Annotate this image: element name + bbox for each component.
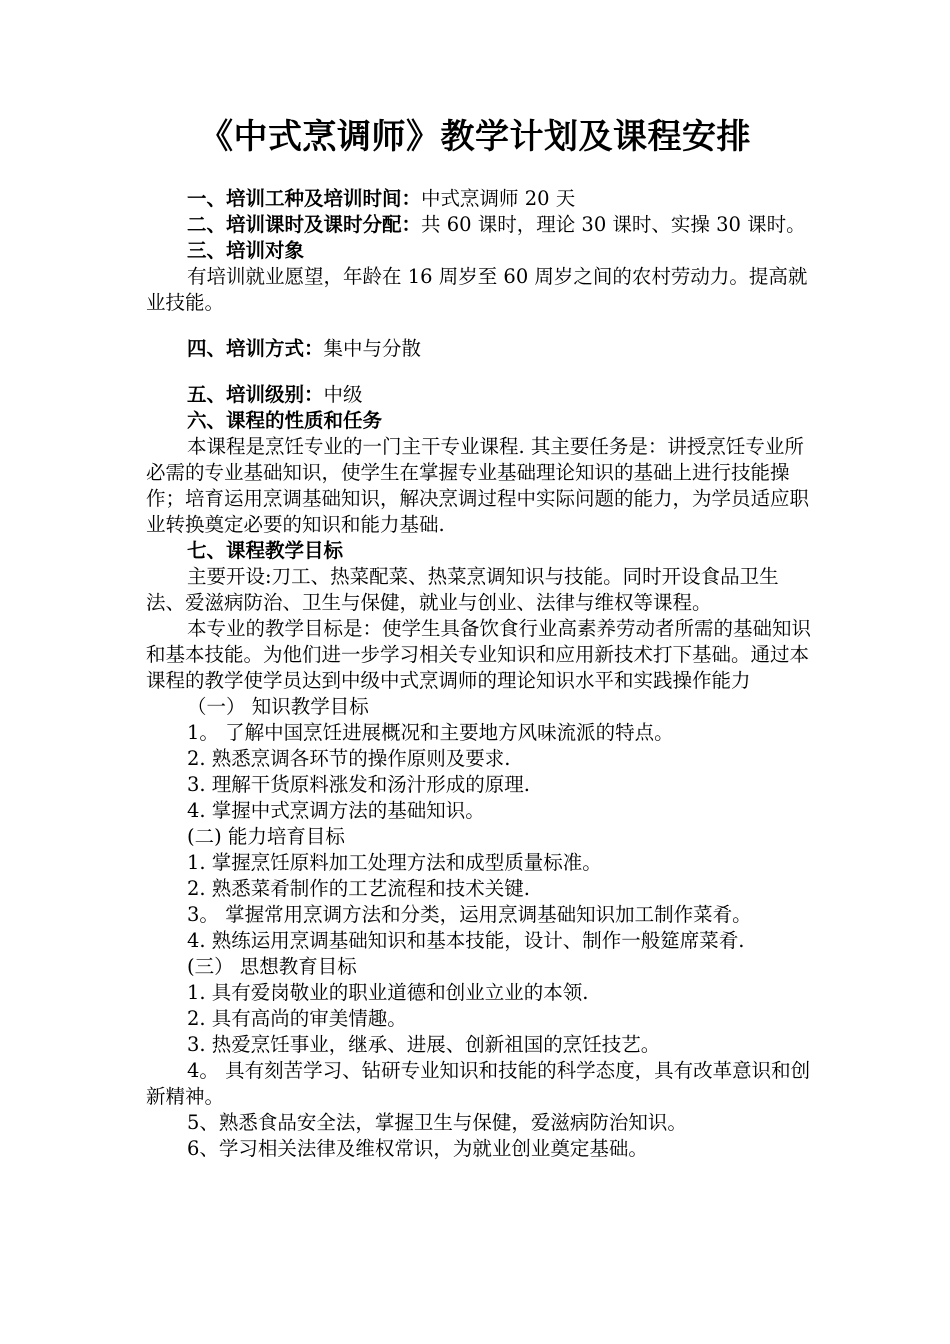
list-item: 2. 熟悉烹调各环节的操作原则及要求. <box>187 747 511 770</box>
list-item: 1. 具有爱岗敬业的职业道德和创业立业的本领. <box>187 981 589 1004</box>
list-item: 6、学习相关法律及维权常识，为就业创业奠定基础。 <box>187 1137 648 1160</box>
list-item: 5、熟悉食品安全法，掌握卫生与保健，爱滋病防治知识。 <box>187 1111 687 1134</box>
list-item: 2. 具有高尚的审美情趣。 <box>187 1007 407 1030</box>
section-heading: 一、培训工种及培训时间： <box>187 187 422 210</box>
section-heading: 六、课程的性质和任务 <box>187 409 383 432</box>
section-text: 主要开设:刀工、热菜配菜、热菜烹调知识与技能。同时开设食品卫生法、爱滋病防治、卫生与保健，就业与创业、法律与维权等课程。 <box>146 565 779 614</box>
section-text: 中级 <box>323 383 363 406</box>
section-text: 有培训就业愿望，年龄在 16 周岁至 60 周岁之间的农村劳动力。提高就业技能。 <box>146 265 808 314</box>
list-item: 4。 具有刻苦学习、钻研专业知识和技能的科学态度，具有改革意识和创新精神。 <box>146 1059 811 1108</box>
section-heading: 七、课程教学目标 <box>187 539 344 562</box>
section-text: 集中与分散 <box>323 337 422 360</box>
section-heading: 四、培训方式： <box>187 337 324 360</box>
list-item: 1. 掌握烹饪原料加工处理方法和成型质量标准。 <box>187 851 602 874</box>
list-item: 4. 掌握中式烹调方法的基础知识。 <box>187 799 485 822</box>
document-title: 《中式烹调师》教学计划及课程安排 <box>199 117 751 157</box>
section-text: 中式烹调师 20 天 <box>421 187 576 210</box>
subsection-heading: (三） 思想教育目标 <box>187 955 357 978</box>
list-item: 1。 了解中国烹饪进展概况和主要地方风味流派的特点。 <box>187 721 674 744</box>
section-text: 本课程是烹饪专业的一门主干专业课程. 其主要任务是：讲授烹饪专业所必需的专业基础知识，使学生在掌握专业基础理论知识的基础上进行技能操作；培育运用烹调基础知识，解决烹调过程中实际问题的能力，为学员适应职业转换奠定必要的知识和能力基础. <box>146 435 810 536</box>
section-heading: 三、培训对象 <box>187 239 305 262</box>
section-training-level <box>146 382 816 408</box>
list-item: 3. 理解干货原料涨发和汤汁形成的原理. <box>187 773 531 796</box>
list-item: 4. 熟练运用烹调基础知识和基本技能，设计、制作一般筵席菜肴. <box>187 929 745 952</box>
list-item: 2. 熟悉菜肴制作的工艺流程和技术关键. <box>187 877 531 900</box>
subsection-heading: (二) 能力培育目标 <box>187 825 345 848</box>
list-item: 3. 热爱烹饪事业，继承、进展、创新祖国的烹饪技艺。 <box>187 1033 661 1056</box>
list-item: 3。 掌握常用烹调方法和分类，运用烹调基础知识加工制作菜肴。 <box>187 903 752 926</box>
section-text: 共 60 课时，理论 30 课时、实操 30 课时。 <box>421 213 806 236</box>
section-heading: 二、培训课时及课时分配： <box>187 213 422 236</box>
section-heading: 五、培训级别： <box>187 383 324 406</box>
section-text: 本专业的教学目标是：使学生具备饮食行业高素养劳动者所需的基础知识和基本技能。为他们进一步学习相关专业知识和应用新技术打下基础。通过本课程的教学使学员达到中级中式烹调师的理论知识水平和实践操作能力 <box>146 617 812 692</box>
document-body <box>146 186 816 1162</box>
section-training-method <box>146 336 816 362</box>
subsection-heading: （一） 知识教学目标 <box>187 695 369 718</box>
section-training-type <box>146 186 816 212</box>
section-class-hours <box>146 212 816 238</box>
